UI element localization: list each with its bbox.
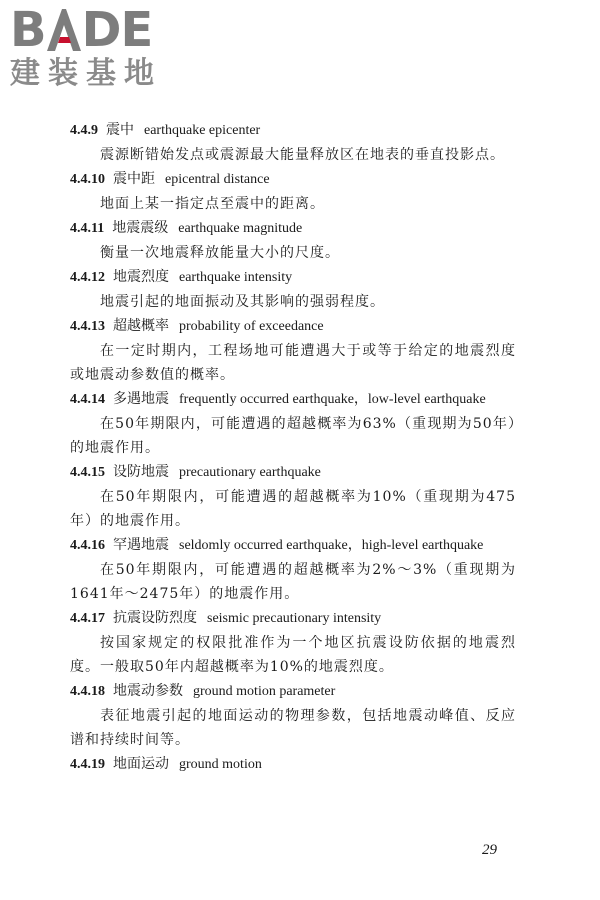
entry-number: 4.4.17	[70, 611, 105, 626]
entry-number: 4.4.12	[70, 270, 105, 285]
logo-a-mark-icon	[47, 9, 81, 51]
entry-term-english: epicentral distance	[165, 172, 270, 187]
logo-letters-right: DE	[81, 2, 153, 58]
entry-heading	[70, 216, 516, 241]
entry-term-english: ground motion	[179, 757, 262, 772]
entry-number: 4.4.10	[70, 172, 105, 187]
entry-definition: 在50年期限内，可能遭遇的超越概率为10%（重现期为475年）的地震作用。	[70, 489, 516, 529]
entry-heading	[70, 679, 516, 704]
entry-heading	[70, 533, 516, 558]
entry-definition: 地面上某一指定点至震中的距离。	[100, 196, 325, 212]
entry-term-english: earthquake magnitude	[178, 221, 303, 236]
entry-term-chinese: 罕遇地震	[113, 537, 169, 553]
entry-heading	[70, 167, 516, 192]
entry-number: 4.4.19	[70, 757, 105, 772]
entry-definition: 按国家规定的权限批准作为一个地区抗震设防依据的地震烈度。一般取50年内超越概率为10%的地震烈度。	[70, 635, 516, 675]
entry-term-english: frequently occurred earthquake，low-level earthquake	[179, 392, 486, 407]
entry-number: 4.4.18	[70, 684, 105, 699]
entry-heading	[70, 606, 516, 631]
entry-definition: 震源断错始发点或震源最大能量释放区在地表的垂直投影点。	[100, 147, 505, 163]
entry-term-english: earthquake intensity	[179, 270, 293, 285]
entry-heading	[70, 387, 516, 412]
entry-term-chinese: 震中距	[113, 171, 155, 187]
entry-number: 4.4.11	[70, 221, 105, 236]
glossary-content	[70, 118, 516, 777]
entry-number: 4.4.15	[70, 465, 105, 480]
entry-number: 4.4.13	[70, 319, 105, 334]
entry-term-english: ground motion parameter	[193, 684, 336, 699]
logo-chinese: 建装基地	[10, 56, 162, 91]
entry-definition: 地震引起的地面振动及其影响的强弱程度。	[100, 294, 385, 310]
entry-definition: 在50年期限内，可能遭遇的超越概率为63%（重现期为50年）的地震作用。	[70, 416, 516, 456]
entry-term-chinese: 地震动参数	[113, 683, 183, 699]
entry-heading	[70, 118, 516, 143]
entry-term-chinese: 地面运动	[113, 756, 169, 772]
entry-heading	[70, 752, 516, 777]
entry-term-chinese: 多遇地震	[113, 391, 169, 407]
logo-letters-left: B	[10, 2, 46, 58]
entry-definition: 在50年期限内，可能遭遇的超越概率为2%～3%（重现期为1641年～2475年）的地震作用。	[70, 562, 516, 602]
entry-term-chinese: 震中	[106, 122, 134, 138]
entry-term-chinese: 设防地震	[113, 464, 169, 480]
entry-heading	[70, 460, 516, 485]
entry-term-chinese: 抗震设防烈度	[113, 610, 197, 626]
entry-number: 4.4.16	[70, 538, 105, 553]
entry-definition: 表征地震引起的地面运动的物理参数，包括地震动峰值、反应谱和持续时间等。	[70, 708, 516, 748]
entry-number: 4.4.9	[70, 123, 98, 138]
entry-term-english: probability of exceedance	[179, 319, 324, 334]
entry-term-chinese: 地震烈度	[113, 269, 169, 285]
entry-term-english: earthquake epicenter	[144, 123, 261, 138]
logo-wordmark	[10, 2, 180, 58]
entry-heading	[70, 314, 516, 339]
entry-heading	[70, 265, 516, 290]
entry-definition: 衡量一次地震释放能量大小的尺度。	[100, 245, 340, 261]
entry-term-chinese: 超越概率	[113, 318, 169, 334]
entry-term-chinese: 地震震级	[112, 220, 169, 236]
entry-term-english: precautionary earthquake	[179, 465, 321, 480]
entry-term-english: seismic precautionary intensity	[207, 611, 382, 626]
page-number: 29	[482, 842, 497, 858]
entry-number: 4.4.14	[70, 392, 105, 407]
entry-term-english: seldomly occurred earthquake，high-level earthquake	[179, 538, 484, 553]
bade-logo	[10, 2, 180, 92]
entry-definition: 在一定时期内，工程场地可能遭遇大于或等于给定的地震烈度或地震动参数值的概率。	[70, 343, 516, 383]
